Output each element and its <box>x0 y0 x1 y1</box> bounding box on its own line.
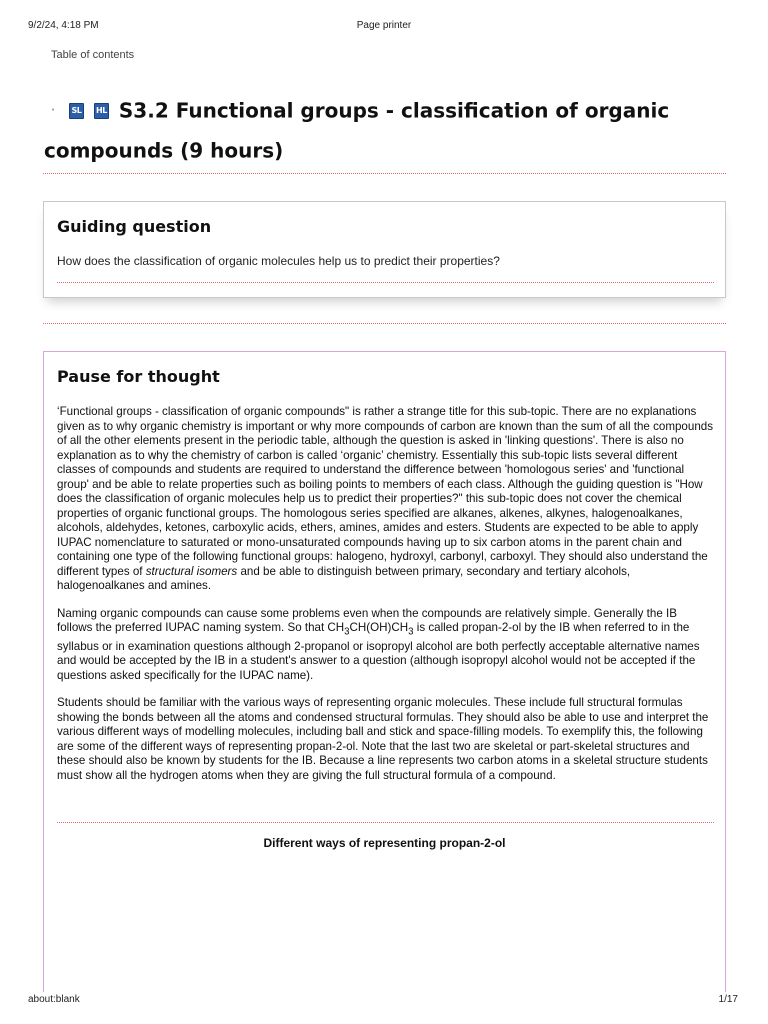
box-divider <box>57 822 714 823</box>
guiding-question-text: How does the classification of organic molecules help us to predict their properties? <box>57 254 500 268</box>
print-url: about:blank <box>28 994 80 1005</box>
sl-badge-icon: SL <box>69 103 84 119</box>
box-divider <box>57 282 714 283</box>
hl-badge-icon: HL <box>94 103 109 119</box>
guiding-question-box <box>43 201 726 298</box>
table-of-contents-link[interactable]: Table of contents <box>51 49 135 61</box>
section-divider <box>43 323 726 324</box>
paragraph-2: Naming organic compounds can cause some problems even when the compounds are relatively simple. Generally the IB follows the preferred IUPAC naming system. So that $CH_3CH(OH)CH_3$ is called propan-2-ol by the IB when referred to in the syllabus or in examination questions although 2-propanol or isopropyl alcohol are both perfectly acceptable alternative names and would be accepted by the IB in a student's answer to a question (although isopropyl alcohol would not be accepted if the questions asked specifically for the IUPAC name). <box>57 606 700 682</box>
print-datetime: 9/2/24, 4:18 PM <box>28 20 99 31</box>
paragraph-1: ‘Functional groups - classification of organic compounds" is rather a strange title for this sub-topic. There are no explanations given as to why organic chemistry is important or why more compounds of carbon are known than the sum of all the compounds of all the other elements present in the periodic table, although the question is asked in 'linking questions'. There is also no explanation as to why the chemistry of carbon is called ‘organic’ chemistry. Essentially this sub-topic lists several different classes of compounds and students are required to understand the difference between 'homologous series' and 'functional group' and be able to relate properties such as boiling points to members of each class. Although the guiding question is "How does the classification of organic molecules help us to predict their properties?" this sub-topic does not cover the chemical properties of organic functional groups. The homologous series specified are alkanes, alkenes, alkynes, halogenoalkanes, alcohols, aldehydes, ketones, carboxylic acids, ethers, amines, amides and esters. Students are expected to be able to apply IUPAC nomenclature to saturated or mono-unsaturated compounds having up to six carbon atoms in the parent chain and containing one type of the following functional groups: halogeno, hydroxyl, carbonyl, carboxyl. They should also understand the different types of structural isomers and be able to distinguish between primary, secondary and tertiary alcohols, halogenoalkanes and amines. <box>57 405 714 592</box>
pause-for-thought-box <box>43 351 726 992</box>
emphasis-structural-isomers: structural isomers <box>145 564 238 578</box>
section-divider <box>43 173 726 174</box>
print-page-title: Page printer <box>356 20 412 31</box>
pause-for-thought-body <box>57 405 715 796</box>
guiding-question-heading: Guiding question <box>57 217 212 236</box>
pause-for-thought-heading: Pause for thought <box>57 367 220 386</box>
section-title-text: S3.2 Functional groups - classification of organic compounds (9 hours) <box>44 98 670 162</box>
figure-caption: Different ways of representing propan-2-ol <box>263 836 506 850</box>
paragraph-3: Students should be familiar with the various ways of representing organic molecules. These include full structural formulas showing the bonds between all the atoms and condensed structural formulas. They should also be able to use and interpret the various different ways of modelling molecules, including ball and stick and space-filling models. To exemplify this, the following are some of the different ways of representing propan-2-ol. Note that the last two are skeletal or part-skeletal structures and these should also be known by students for the IB. Because a line represents two carbon atoms in a skeletal structure students must show all the hydrogen atoms when they are giving the full structural formula of a compound. <box>57 696 709 782</box>
bullet-icon: · <box>51 104 55 116</box>
section-title <box>44 90 734 169</box>
page-number: 1/17 <box>718 994 738 1005</box>
